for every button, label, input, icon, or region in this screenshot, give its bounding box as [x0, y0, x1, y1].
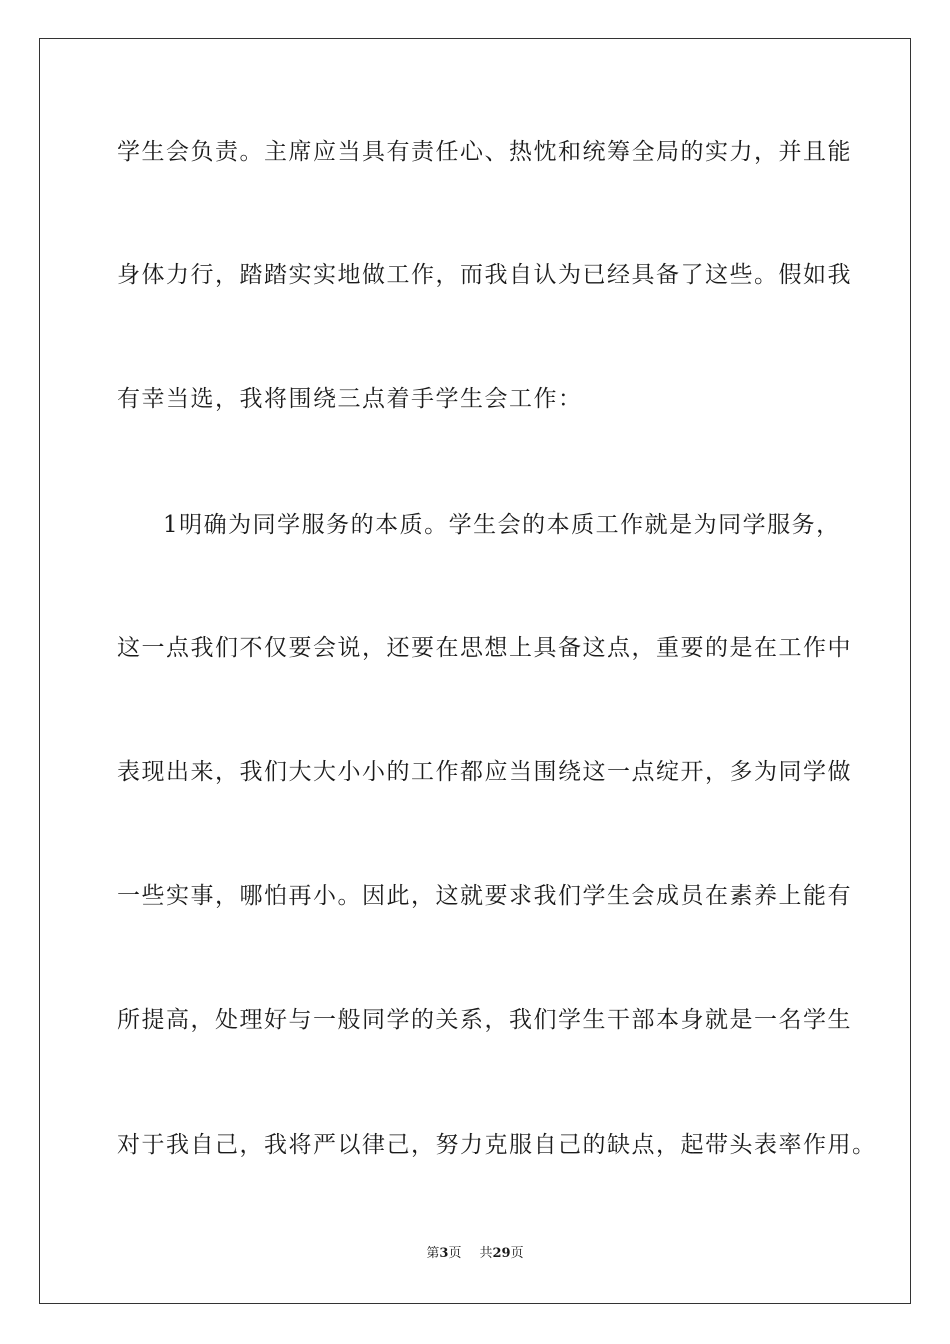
text-line: 一些实事，哪怕再小。因此，这就要求我们学生会成员在素养上能有	[117, 883, 852, 909]
total-suffix: 页	[510, 1246, 524, 1261]
text-line: 身体力行，踏踏实实地做工作，而我自认为已经具备了这些。假如我	[117, 262, 852, 288]
text-line: 所提高，处理好与一般同学的关系，我们学生干部本身就是一名学生	[117, 1007, 852, 1033]
total-prefix: 共	[479, 1246, 493, 1261]
page-footer	[0, 1244, 950, 1264]
text-line: 有幸当选，我将围绕三点着手学生会工作：	[117, 386, 583, 412]
page-number: 3	[439, 1246, 449, 1261]
text-line: 学生会负责。主席应当具有责任心、热忱和统筹全局的实力，并且能	[117, 139, 852, 165]
text-line: 1明确为同学服务的本质。学生会的本质工作就是为同学服务，	[163, 512, 841, 538]
text-line: 对于我自己，我将严以律己，努力克服自己的缺点，起带头表率作用。	[117, 1132, 877, 1158]
text-line: 表现出来，我们大大小小的工作都应当围绕这一点绽开，多为同学做	[117, 759, 852, 785]
text-line: 这一点我们不仅要会说，还要在思想上具备这点，重要的是在工作中	[117, 635, 852, 661]
page-frame	[39, 38, 911, 1304]
page-prefix: 第	[426, 1246, 440, 1261]
page-suffix: 页	[448, 1246, 462, 1261]
total-pages: 29	[492, 1246, 511, 1261]
